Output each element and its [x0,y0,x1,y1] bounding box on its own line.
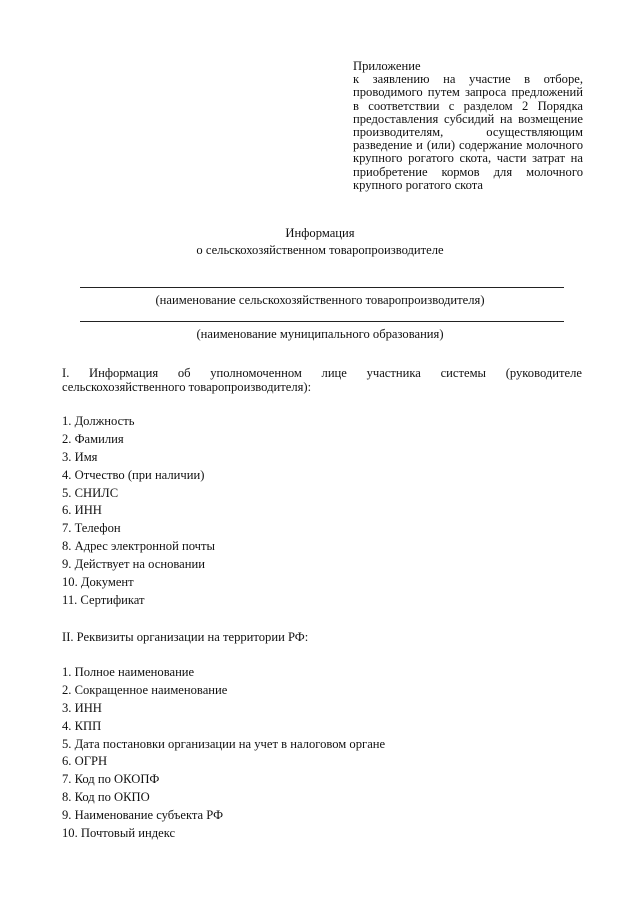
list-item: 6. ОГРН [62,754,108,769]
section-1-title: I. Информация об уполномоченном лице участника системы (руководителе сельскохозяйственного товаропроизводителя): [62,366,582,394]
producer-name-caption: (наименование сельскохозяйственного товаропроизводителя) [155,293,485,307]
list-item: 4. Отчество (при наличии) [62,467,205,482]
appendix-block [353,60,583,192]
list-item: 9. Наименование субъекта РФ [62,808,224,823]
list-item: 10. Документ [62,575,134,590]
list-item: 8. Адрес электронной почты [62,539,215,554]
list-item: 5. СНИЛС [62,485,119,500]
list-item: 3. ИНН [62,700,102,715]
municipality-line [80,321,564,322]
list-item: 1. Должность [62,414,135,428]
document-title: Информация [285,226,355,240]
list-item: 4. КПП [62,718,102,733]
list-item: 5. Дата постановки организации на учет в налоговом органе [62,736,386,751]
list-item: 7. Телефон [62,521,121,536]
section-2-list [62,664,385,843]
list-item: 2. Сокращенное наименование [62,682,228,697]
section-2-title: II. Реквизиты организации на территории РФ: [62,630,309,644]
list-item: 2. Фамилия [62,431,124,446]
list-item: 11. Сертификат [62,592,145,607]
list-item: 7. Код по ОКОПФ [62,772,160,787]
list-item: 6. ИНН [62,503,102,518]
list-item: 1. Полное наименование [62,665,195,679]
list-item: 3. Имя [62,449,98,464]
municipality-caption: (наименование муниципального образования) [196,327,444,341]
list-item: 10. Почтовый индекс [62,826,176,841]
producer-name-line [80,287,564,288]
list-item: 8. Код по ОКПО [62,790,150,805]
document-subtitle: о сельскохозяйственном товаропроизводителе [196,243,444,257]
list-item: 9. Действует на основании [62,557,205,572]
appendix-body: к заявлению на участие в отборе, проводимого путем запроса предложений в соответствии с разделом 2 Порядка предоставления субсидий на возмещение производителям, осуществляющим разведение и (или) содержание молочного крупного рогатого скота, части затрат на приобретение кормов для молочного крупного рогатого скота [353,72,583,192]
section-1-list [62,413,215,610]
appendix-title: Приложение [353,59,421,73]
